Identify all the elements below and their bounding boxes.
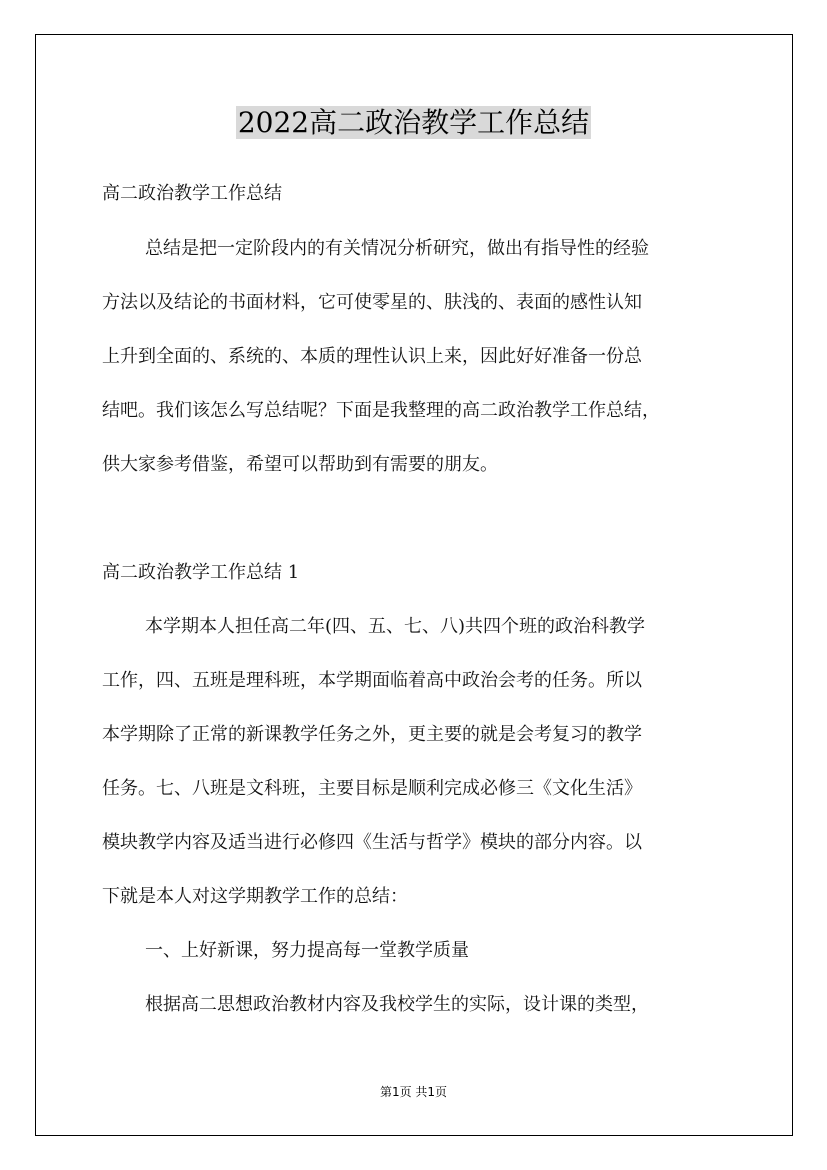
section-line: 工作，四、五班是理科班，本学期面临着高中政治会考的任务。所以	[102, 670, 642, 691]
section-line: 本学期除了正常的新课教学任务之外，更主要的就是会考复习的教学	[102, 724, 642, 745]
intro-line: 总结是把一定阶段内的有关情况分析研究，做出有指导性的经验	[145, 238, 649, 259]
point-heading: 一、上好新课，努力提高每一堂教学质量	[145, 940, 469, 961]
intro-line: 方法以及结论的书面材料，它可使零星的、肤浅的、表面的感性认知	[102, 292, 642, 313]
section-line: 任务。七、八班是文科班，主要目标是顺利完成必修三《文化生活》	[102, 778, 642, 799]
section-heading: 高二政治教学工作总结 1	[102, 562, 300, 583]
intro-line: 结吧。我们该怎么写总结呢？下面是我整理的高二政治教学工作总结，	[102, 400, 660, 421]
intro-line: 供大家参考借鉴，希望可以帮助到有需要的朋友。	[102, 454, 498, 475]
section-line: 模块教学内容及适当进行必修四《生活与哲学》模块的部分内容。以	[102, 832, 642, 853]
subtitle: 高二政治教学工作总结	[102, 183, 282, 204]
intro-line: 上升到全面的、系统的、本质的理性认识上来，因此好好准备一份总	[102, 346, 642, 367]
document-title: 2022高二政治教学工作总结	[237, 106, 590, 139]
section-line: 本学期本人担任高二年(四、五、七、八)共四个班的政治科教学	[145, 616, 646, 637]
point-line: 根据高二思想政治教材内容及我校学生的实际，设计课的类型，	[145, 994, 649, 1015]
section-line: 下就是本人对这学期教学工作的总结：	[102, 886, 408, 907]
page-footer: 第1页 共1页	[379, 1085, 448, 1099]
